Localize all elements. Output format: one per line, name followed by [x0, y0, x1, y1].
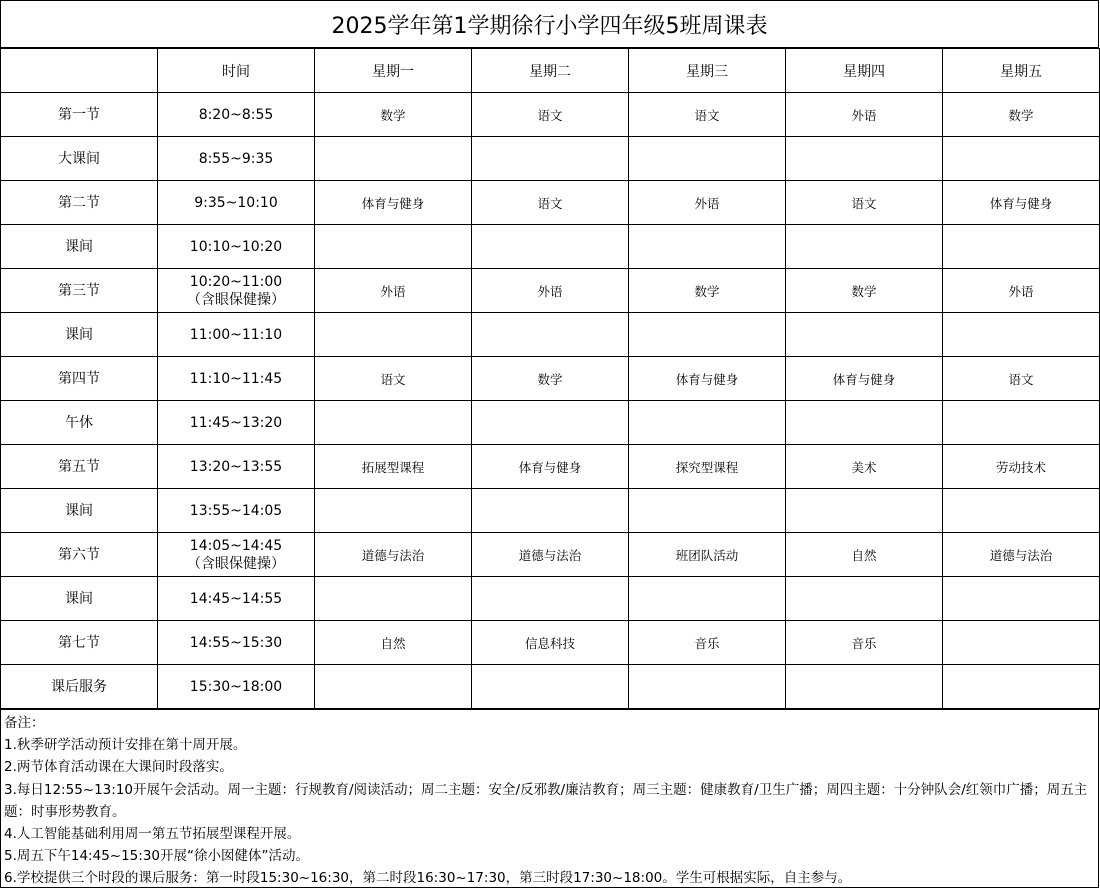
period-label: 课间 — [1, 489, 158, 533]
subject-cell — [786, 401, 943, 445]
period-time-cell — [158, 621, 315, 665]
subject-cell — [629, 665, 786, 709]
subject-cell: 语文 — [472, 93, 629, 137]
subject-cell: 数学 — [629, 269, 786, 313]
period-time: 10:10~10:20 — [189, 238, 283, 255]
period-label: 课间 — [1, 313, 158, 357]
subject-cell — [943, 489, 1100, 533]
subject-cell — [943, 313, 1100, 357]
subject-cell — [315, 225, 472, 269]
period-time: 11:45~13:20 — [189, 414, 283, 431]
subject-cell — [472, 665, 629, 709]
period-time: 13:55~14:05 — [189, 502, 283, 519]
subject-cell: 外语 — [315, 269, 472, 313]
period-label: 课间 — [1, 577, 158, 621]
subject-cell — [629, 489, 786, 533]
subject-cell: 数学 — [786, 269, 943, 313]
subject-cell — [472, 137, 629, 181]
period-label: 午休 — [1, 401, 158, 445]
period-time-cell — [158, 445, 315, 489]
subject-cell: 数学 — [943, 93, 1100, 137]
header-day-1: 星期一 — [315, 49, 472, 93]
period-row — [1, 577, 1100, 621]
period-row — [1, 401, 1100, 445]
note-item: 1.秋季研学活动预计安排在第十周开展。 — [4, 737, 247, 754]
subject-cell — [629, 401, 786, 445]
subject-cell — [472, 225, 629, 269]
header-row — [1, 49, 1100, 93]
subject-cell — [943, 225, 1100, 269]
notes-section — [0, 708, 1099, 888]
period-row — [1, 489, 1100, 533]
header-day-3: 星期三 — [629, 49, 786, 93]
period-label: 第二节 — [1, 181, 158, 225]
header-corner-cell — [1, 49, 158, 93]
period-label: 第五节 — [1, 445, 158, 489]
period-time: 14:45~14:55 — [189, 590, 283, 607]
header-time: 时间 — [158, 49, 315, 93]
subject-cell: 外语 — [786, 93, 943, 137]
subject-cell: 体育与健身 — [315, 181, 472, 225]
period-row — [1, 357, 1100, 401]
subject-cell — [315, 577, 472, 621]
subject-cell: 音乐 — [786, 621, 943, 665]
subject-cell: 劳动技术 — [943, 445, 1100, 489]
header-day-2: 星期二 — [472, 49, 629, 93]
subject-cell — [315, 401, 472, 445]
subject-cell — [786, 137, 943, 181]
notes-heading: 备注： — [4, 715, 45, 731]
subject-cell: 美术 — [786, 445, 943, 489]
period-label: 第一节 — [1, 93, 158, 137]
period-label: 课后服务 — [1, 665, 158, 709]
period-time: 14:55~15:30 — [189, 634, 283, 651]
period-label: 大课间 — [1, 137, 158, 181]
subject-cell: 道德与法治 — [315, 533, 472, 577]
period-label: 第七节 — [1, 621, 158, 665]
header-day-4: 星期四 — [786, 49, 943, 93]
subject-cell: 信息科技 — [472, 621, 629, 665]
subject-cell: 探究型课程 — [629, 445, 786, 489]
period-row — [1, 93, 1100, 137]
subject-cell: 体育与健身 — [943, 181, 1100, 225]
subject-cell: 体育与健身 — [786, 357, 943, 401]
period-label: 第三节 — [1, 269, 158, 313]
subject-cell — [786, 577, 943, 621]
period-time-cell — [158, 533, 315, 577]
subject-cell: 外语 — [943, 269, 1100, 313]
subject-cell — [629, 577, 786, 621]
subject-cell — [943, 665, 1100, 709]
period-time-note: （含眼保健操） — [187, 555, 285, 572]
period-time-cell — [158, 401, 315, 445]
subject-cell: 道德与法治 — [472, 533, 629, 577]
subject-cell: 拓展型课程 — [315, 445, 472, 489]
period-row — [1, 445, 1100, 489]
subject-cell — [629, 313, 786, 357]
period-time-cell — [158, 137, 315, 181]
note-item: 4.人工智能基础利用周一第五节拓展型课程开展。 — [4, 826, 301, 843]
period-row — [1, 533, 1100, 577]
period-time-cell — [158, 93, 315, 137]
subject-cell: 外语 — [629, 181, 786, 225]
subject-cell: 语文 — [786, 181, 943, 225]
period-time: 11:00~11:10 — [189, 326, 283, 343]
subject-cell — [943, 137, 1100, 181]
period-row — [1, 225, 1100, 269]
header-day-5: 星期五 — [943, 49, 1100, 93]
subject-cell: 数学 — [472, 357, 629, 401]
period-time-cell — [158, 313, 315, 357]
period-row — [1, 665, 1100, 709]
subject-cell — [472, 577, 629, 621]
period-time-cell — [158, 269, 315, 313]
subject-cell: 道德与法治 — [943, 533, 1100, 577]
period-time-cell — [158, 577, 315, 621]
subject-cell — [943, 621, 1100, 665]
subject-cell — [315, 665, 472, 709]
subject-cell — [472, 489, 629, 533]
subject-cell: 体育与健身 — [472, 445, 629, 489]
period-row — [1, 621, 1100, 665]
period-time: 10:20~11:00 — [189, 273, 283, 290]
period-time: 9:35~10:10 — [194, 194, 278, 211]
subject-cell: 班团队活动 — [629, 533, 786, 577]
period-time: 13:20~13:55 — [189, 458, 283, 475]
subject-cell: 外语 — [472, 269, 629, 313]
subject-cell: 语文 — [943, 357, 1100, 401]
subject-cell — [315, 489, 472, 533]
period-time: 11:10~11:45 — [189, 370, 283, 387]
period-row — [1, 269, 1100, 313]
subject-cell — [786, 489, 943, 533]
subject-cell: 数学 — [315, 93, 472, 137]
subject-cell — [786, 225, 943, 269]
subject-cell — [943, 401, 1100, 445]
period-time: 15:30~18:00 — [189, 678, 283, 695]
note-item: 3.每日12:55~13:10开展午会活动。周一主题：行规教育/阅读活动；周二主题：安全/反邪教/廉洁教育；周三主题：健康教育/卫生广播；周四主题：十分钟队会/红领巾广播；周五主题：时事形势教育。 — [4, 781, 1088, 820]
period-row — [1, 313, 1100, 357]
subject-cell — [943, 577, 1100, 621]
subject-cell — [629, 225, 786, 269]
subject-cell — [315, 137, 472, 181]
period-label: 第六节 — [1, 533, 158, 577]
subject-cell: 语文 — [629, 93, 786, 137]
timetable-title: 2025学年第1学期徐行小学四年级5班周课表 — [0, 0, 1099, 48]
period-time: 8:55~9:35 — [198, 150, 274, 167]
note-item: 2.两节体育活动课在大课间时段落实。 — [4, 759, 233, 776]
period-row — [1, 137, 1100, 181]
period-time-cell — [158, 225, 315, 269]
note-item: 6.学校提供三个时段的课后服务：第一时段15:30~16:30，第二时段16:30~17:30，第三时段17:30~18:00。学生可根据实际，自主参与。 — [4, 870, 852, 887]
period-time-cell — [158, 665, 315, 709]
period-time: 14:05~14:45 — [189, 537, 283, 554]
subject-cell: 自然 — [315, 621, 472, 665]
period-time-cell — [158, 357, 315, 401]
subject-cell — [786, 313, 943, 357]
period-time: 8:20~8:55 — [198, 106, 274, 123]
subject-cell — [315, 313, 472, 357]
subject-cell: 音乐 — [629, 621, 786, 665]
period-time-cell — [158, 181, 315, 225]
timetable-grid — [0, 48, 1100, 709]
note-item: 5.周五下午14:45~15:30开展“徐小囡健体”活动。 — [4, 848, 309, 865]
period-row — [1, 181, 1100, 225]
period-time-note: （含眼保健操） — [187, 291, 285, 308]
period-time-cell — [158, 489, 315, 533]
subject-cell: 体育与健身 — [629, 357, 786, 401]
subject-cell — [472, 401, 629, 445]
subject-cell: 自然 — [786, 533, 943, 577]
subject-cell: 语文 — [472, 181, 629, 225]
period-label: 第四节 — [1, 357, 158, 401]
subject-cell — [629, 137, 786, 181]
period-label: 课间 — [1, 225, 158, 269]
subject-cell: 语文 — [315, 357, 472, 401]
subject-cell — [786, 665, 943, 709]
subject-cell — [472, 313, 629, 357]
